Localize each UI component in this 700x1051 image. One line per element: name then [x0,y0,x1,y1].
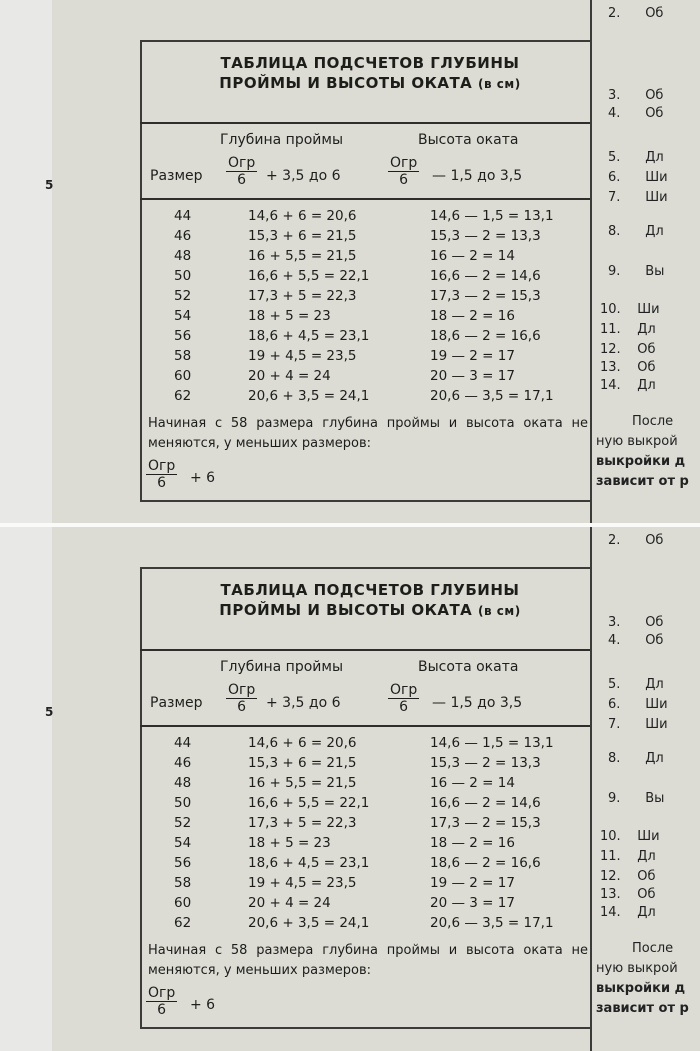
header-cap-height: Высота оката [418,132,519,148]
right-list-item: 8. Дл [608,751,664,766]
depth-formula-fraction: Огр 6 [228,155,256,188]
right-list-item: 2. Об [608,6,664,21]
table-note: Начиная с 58 размера глубина проймы и высота оката не меняются, у меньших размеров: [148,416,588,451]
right-list-item: 3. Об [608,88,664,103]
right-list-item: 8. Дл [608,224,664,239]
table-row: 50 16,6 + 5,5 = 22,1 16,6 — 2 = 14,6 [174,268,541,284]
header-separator [140,649,590,651]
right-list-item: 5. Дл [608,150,664,165]
table-title-line-2: ПРОЙМЫ И ВЫСОТЫ ОКАТА (в см) [219,601,521,619]
header-size: Размер [150,168,203,184]
depth-formula-rest: + 3,5 до 6 [266,168,341,184]
height-formula-fraction: Огр 6 [390,155,418,188]
side-page-number: 5 [45,705,54,719]
right-list-item: 7. Ши [608,190,668,205]
right-paragraph-line: зависит от р [596,474,689,489]
table-row: 62 20,6 + 3,5 = 24,1 20,6 — 3,5 = 17,1 [174,915,554,931]
right-paragraph-line: ную выкрой [596,434,678,449]
right-list-item: 11. Дл [600,849,656,864]
header-armhole-depth: Глубина проймы [220,132,344,148]
table-row: 56 18,6 + 4,5 = 23,1 18,6 — 2 = 16,6 [174,855,541,871]
photo-bottom [0,527,700,1051]
right-list-item: 9. Вы [608,791,665,806]
table-row: 48 16 + 5,5 = 21,5 16 — 2 = 14 [174,248,515,264]
table-row: 46 15,3 + 6 = 21,5 15,3 — 2 = 13,3 [174,755,541,771]
right-list-item: 10. Ши [600,302,660,317]
header-armhole-depth: Глубина проймы [220,659,344,675]
right-list-item: 13. Об [600,887,656,902]
table-row: 60 20 + 4 = 24 20 — 3 = 17 [174,368,515,384]
right-paragraph-line: После [632,414,674,429]
table-title-line-1: ТАБЛИЦА ПОДСЧЕТОВ ГЛУБИНЫ [220,581,520,599]
right-list-item: 6. Ши [608,170,668,185]
right-list-item: 3. Об [608,615,664,630]
note-formula-fraction: Огр 6 [148,985,176,1018]
header-bottom-separator [140,198,590,200]
page-margin [0,0,52,523]
table-row: 58 19 + 4,5 = 23,5 19 — 2 = 17 [174,348,515,364]
table-row: 44 14,6 + 6 = 20,6 14,6 — 1,5 = 13,1 [174,735,554,751]
right-paragraph-line: выкройки д [596,454,686,469]
height-formula-rest: — 1,5 до 3,5 [432,695,523,711]
right-list-item: 12. Об [600,869,656,884]
note-formula-rest: + 6 [190,997,216,1013]
height-formula-rest: — 1,5 до 3,5 [432,168,523,184]
table-title-line-1: ТАБЛИЦА ПОДСЧЕТОВ ГЛУБИНЫ [220,54,520,72]
right-list-item: 5. Дл [608,677,664,692]
header-size: Размер [150,695,203,711]
right-list-item: 10. Ши [600,829,660,844]
right-paragraph-line: ную выкрой [596,961,678,976]
table-title-line-2: ПРОЙМЫ И ВЫСОТЫ ОКАТА (в см) [219,74,521,92]
table-row: 62 20,6 + 3,5 = 24,1 20,6 — 3,5 = 17,1 [174,388,554,404]
right-list-item: 13. Об [600,360,656,375]
depth-formula-rest: + 3,5 до 6 [266,695,341,711]
note-formula-rest: + 6 [190,470,216,486]
right-list-item: 7. Ши [608,717,668,732]
right-list-item: 4. Об [608,106,664,121]
right-paragraph-line: После [632,941,674,956]
table-row: 50 16,6 + 5,5 = 22,1 16,6 — 2 = 14,6 [174,795,541,811]
right-list-item: 4. Об [608,633,664,648]
right-list-item: 2. Об [608,533,664,548]
table-row: 54 18 + 5 = 23 18 — 2 = 16 [174,308,515,324]
table-row: 54 18 + 5 = 23 18 — 2 = 16 [174,835,515,851]
table-bottom-border [140,1027,592,1029]
table-bottom-border [140,500,592,502]
header-separator [140,122,590,124]
right-list-item: 9. Вы [608,264,665,279]
depth-formula-fraction: Огр 6 [228,682,256,715]
photo-top [0,0,700,523]
header-bottom-separator [140,725,590,727]
table-row: 44 14,6 + 6 = 20,6 14,6 — 1,5 = 13,1 [174,208,554,224]
right-list-item: 6. Ши [608,697,668,712]
header-cap-height: Высота оката [418,659,519,675]
height-formula-fraction: Огр 6 [390,682,418,715]
right-list-item: 14. Дл [600,378,656,393]
table-row: 46 15,3 + 6 = 21,5 15,3 — 2 = 13,3 [174,228,541,244]
right-list-item: 12. Об [600,342,656,357]
right-paragraph-line: выкройки д [596,981,686,996]
note-formula-fraction: Огр 6 [148,458,176,491]
table-row: 52 17,3 + 5 = 22,3 17,3 — 2 = 15,3 [174,288,541,304]
table-row: 58 19 + 4,5 = 23,5 19 — 2 = 17 [174,875,515,891]
right-paragraph-line: зависит от р [596,1001,689,1016]
table-row: 52 17,3 + 5 = 22,3 17,3 — 2 = 15,3 [174,815,541,831]
page-margin [0,527,52,1051]
table-row: 48 16 + 5,5 = 21,5 16 — 2 = 14 [174,775,515,791]
right-list-item: 11. Дл [600,322,656,337]
right-list-item: 14. Дл [600,905,656,920]
table-row: 60 20 + 4 = 24 20 — 3 = 17 [174,895,515,911]
table-row: 56 18,6 + 4,5 = 23,1 18,6 — 2 = 16,6 [174,328,541,344]
side-page-number: 5 [45,178,54,192]
table-note: Начиная с 58 размера глубина проймы и высота оката не меняются, у меньших размеров: [148,943,588,978]
